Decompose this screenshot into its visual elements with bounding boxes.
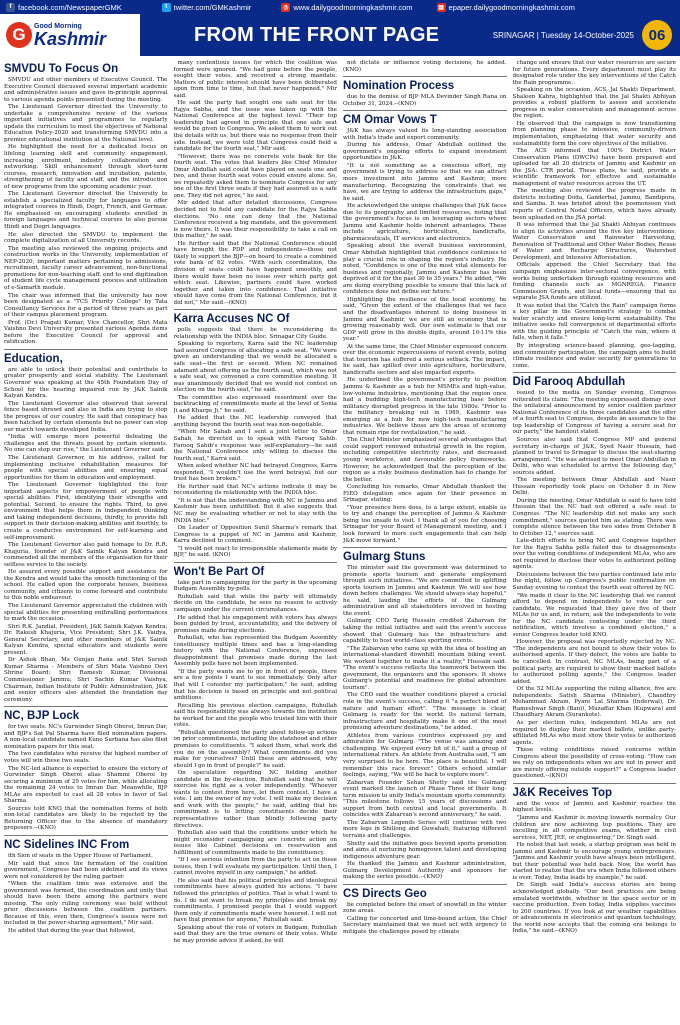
epaper-link[interactable] <box>437 3 575 12</box>
paragraph: He acknowledged the unique challenges that J&K faces due to its geography and limited resources, noting that the government's focus is on leveraging sectors where Jammu and Kashmir holds inherent advantages. These include agriculture, horticulture, handicrafts, pharmaceuticals, IT services and electronics. <box>343 203 507 242</box>
paragraph: Late-ditch efforts to bring NC and Congress together for the Rajya Sabha polls failed due to disagreements over the voting conditions of independent MLAs, who are not required to disclose their votes to authorized polling agents. <box>512 538 676 571</box>
logo-text <box>34 23 106 48</box>
article-columns <box>4 60 676 1020</box>
divider <box>174 562 338 563</box>
paragraph: SMVDU and other members of Executive Council. The Executive Council discussed several important academic and administrative issues and gave in-principle approval to various agenda points presented during the meeting. <box>4 77 168 103</box>
logo-big-text: Kashmir <box>34 28 107 49</box>
divider <box>343 547 507 548</box>
divider <box>174 309 338 310</box>
paragraph: He underlined the government's priority to position Jammu & Kashmir as a hub for MSMEs and high-value, low-volume industries, mentioning that the region once had a budding high-tech manufacturing base before militancy disrupted progress in the late 1980s. "Prior to the militancy breaking out in 1989, Kashmir was emerging as a hub for new high-tech manufacturing industries. We believe those are the areas of economy that remain ripe for revitalization," he said. <box>343 377 507 436</box>
paragraph: Officials apprised the Chief Secretary that the campaign emphasizes inter-sectoral convergence, with works being undertaken through existing resources and funding channels such as MGNREGA, Finance Commission Grants, and local funds—ensuring that no separate JSA funds are utilized. <box>512 262 676 302</box>
paragraph: Dr Ashok Bhan, Ms Gunjan Rana and Shri Suresh Kumar Sharma - Members of Shri Mata Vaishno Devi Shrine Board; Shri Ramesh Kumar, Divisional Commissioner Jammu; Shri Sachin Kumar Vaishya, Chairman, Indian Institute of Public Administration, J&K and senior officers also attended the foundation day ceremony. <box>4 657 168 703</box>
paragraph: Shri R.K. Jandial, President, J&K Sainik Kalyan Kendra; Dr. Rakesh Khajuria, Vice President; Shri J.K. Vaidya, General Secretary, and other members of J&K Sainik Kalyan Kendra, special educators and students were present. <box>4 623 168 656</box>
paragraph: "The Zabarvan who came up with the idea of hosting an international-standard downhill mountain biking event. We worked together to make it a reality," Hussain said. "The event's success reflects the teamwork between the government, the organizers and the sponsors. It shows Gulmarg's potential and readiness for global adventure tourism". <box>343 645 507 691</box>
facebook-link[interactable] <box>6 3 122 12</box>
paragraph: "Jammu and Kashmir is moving towards normalcy. Our children are now achieving top positions. They are excelling in all competitive exams, whether in civil services, NET, JEE, or engineering," Dr. Singh said. <box>512 814 676 841</box>
divider <box>513 372 677 373</box>
paragraph: Ruhullah also said that the conditions under which he might reconsider campaigning are concrete action on issues like Cabinet decisions on reservation and fulfillment of commitments made to the constituency. <box>173 830 337 856</box>
column-1 <box>4 60 168 1020</box>
paragraph: for two seats. NC's Gurwinder Singh Oberoi, Imran Dar, and BJP's Sat Pal Sharma have filed nomination papers. A non-local candidate named Kuno Surbana has also filed nomination papers for this seat. <box>4 724 168 750</box>
paragraph: However, the proposal was reportedly rejected by NC. "The independents are not bound to show their votes to authorised agents. If they defect, the votes are liable to be cancelled. In contrast, NC MLAs, being part of a political party, are required to show their marked ballots to authorized polling agents," the Congress leader added. <box>512 639 676 685</box>
epaper-url: epaper.dailygoodmorningkashmir.com <box>448 2 575 12</box>
paragraph: "I would not react to irresponsible statements made by BJP," he said. (KNO) <box>173 545 337 559</box>
paragraph: Discussions between the two parties continued late into the night, follow up Congress's public confirmation on Sunday evening to contest the fourth seat offered by NC. <box>512 571 676 592</box>
paragraph: The minister said the government was determined to promote sports tourism and generate employment through such initiatives. "We are committed to uplifting sports tourism in Jammu and Kashmir. We will see how down before challenges. We should always stay hopeful," he said, lauding the efforts of the Gulmarg administration and all stakeholders involved in hosting the event. <box>343 565 507 617</box>
divider <box>513 783 677 784</box>
paragraph: He added that during the year that followed, <box>8 927 136 934</box>
column-2 <box>174 60 338 1020</box>
paragraph: He observed that the campaign is now transitioning from planning phase to intensive, community-driven implementation, emphasizing that water security and sustainability form the core objectives of the initiative. <box>512 120 676 147</box>
twitter-url: twitter.com/GMKashmir <box>173 2 252 12</box>
headline-wont-be-part: Won't Be Part Of <box>173 565 265 578</box>
facebook-url: facebook.com/NewspaperGMK <box>18 2 122 12</box>
paragraph: "India will emerge more powerful defeating the challenges and the threats posed by certain elements. No one can stop our rise," the Lieutenant Governor said. <box>4 434 168 454</box>
paragraph: The meeting also reviewed the progress made in districts including Doda, Ganderbal, Jammu, Bandipora, and Samba. It was briefed about the posmonsoon visit reports of Central Nodal Officers, which have already been uploaded on the JSA portal. <box>512 188 676 221</box>
paragraph: Ruhullah said that while the party will ultimately decide on the candidate, he sees no reason to actively campaign under the current circumstances. <box>173 593 337 614</box>
paragraph: He said the party had sought one safe seat for the Rajya Sabha, and the issue was taken up with the National Conference at the highest level. "Their top leadership had agreed in principle that one safe seat would be given to Congress. We asked them to work out the details with us, but there was no response from their side. Instead, we were told that Congress could field a candidate for the fourth seat," Mir said. <box>173 100 337 153</box>
paragraph: As per election rules, independent MLAs are not required to display their marked ballots, unlike party-affiliated MLAs who must show their votes to authorized agents. <box>512 719 676 746</box>
paragraph: Recalling his previous election campaigns, Ruhullah said his responsibility was always towards the institution he worked for and the people who trusted him with their votes. <box>173 702 337 729</box>
paragraph: Sources also said that Congress MP and general secretary in-charge of J&K, Syed Nasir Hussain, had planned to travel to Srinagar to discuss the seat-sharing arrangement. "He was advised to meet Omar Abdullah in Delhi, who was scheduled to arrive the following day," sources added. <box>512 436 676 476</box>
divider <box>343 884 507 885</box>
headline-nc-bjp: NC, BJP Lock <box>4 710 80 723</box>
paragraph: not dictate or influence voting decisions, he added. (KNO) <box>343 60 507 73</box>
paragraph: He further said that the National Conference should have brought the PDP and independents—those not likely to support the BJP—on board to create a combined vote bank of 62 votes. "With such coordination, the division of seats could have happened smoothly, and there would have been no issue over which party got which seat. Likewise, partners could have worked together and taken into confidence. That initiative should have come from the National Conference, but it did not," Mir said.--(KNO) <box>173 240 337 306</box>
paragraph: When asked whether NC had betrayed Congress, Karra responded, "I wouldn't use the word betrayal, but our trust has been broken." <box>173 463 337 483</box>
paragraph: "It is not that the understanding with NC in Jammu and Kashmir has been unfulfilled. But it also suggests that NC may be evaluating whether or not to stay with the INDIA bloc." <box>173 497 337 524</box>
paragraph: Shetty said the initiative goes beyond sports promotion and aims at nurturing homegrown talent and developing indigenous adventure gear. <box>343 840 507 860</box>
epaper-icon: ▤ <box>438 4 444 11</box>
headline-karra: Karra Accuses NC Of <box>173 313 290 326</box>
headline-gulmarg: Gulmarg Stuns <box>343 551 426 564</box>
paragraph: Speaking on the occasion, ACS, Jal Shakti Department, Shaleen Kabra, highlighted that the Jal Shakti Abhiyan provides a robust platform to assess and accelerate progress in water conservation and management across the region. <box>512 87 676 120</box>
paragraph: He highlighted the need for a dedicated focus on lifelong learning skill and community engagement, increasing enrolment, industry collaboration and networking. Skill enhancement through short-term courses, research, innovation and incubation, patents, strengthening of faculty and staff, and the introduction of new programs from the upcoming academic year. <box>4 144 168 190</box>
logo-small-text: Good Morning <box>34 22 82 30</box>
paragraph: The chair was informed that the university has now been designated as a "TCS Priority College" by Tata Consultancy Services for a period of three years as part of their campus placement program. <box>4 292 168 319</box>
headline-nomination: Nomination Process <box>343 80 455 93</box>
paragraph: He also said that his political principles and ideological commitments have always guided his actions. "I have followed the principles of politics. That is what I want to do. I do not want to break my principles and break my commitments. I promised people that I would support them only if commitments made were honored. I will not have that promise for anyone," Ruhullah said. <box>173 877 337 924</box>
paragraph: Speaking about the role of voters in Budgam, Ruhullah said that they are the true owners of their votes. While he may provide advice if asked, he will <box>173 924 337 944</box>
paragraph: It was informed that the Jal Shakti Abhiyan continues to align its activities around the five key interventions: Water Conservation and Rainwater Harvesting, Renovation of Traditional and Other Water Bodies, Reuse of Water and Recharge Structures, Watershed Development, and Intensive Afforestation. <box>512 222 676 261</box>
website-link[interactable] <box>281 3 412 12</box>
paragraph: The Lieutenant Governor appreciated the children with special abilities for presenting enthralling performances to mark the occasion. <box>4 603 168 623</box>
paragraph: are able to unlock their potential and contribute to greater prosperity and social stability. The Lieutenant Governor was speaking at the 45th Foundation Day of School for the hearing impaired run by J&K Sainik Kalyan Kendra. <box>4 366 168 400</box>
headline-cm-omar: CM Omar Vows T <box>343 114 437 127</box>
paragraph: The CEO said the weather conditions played a crucial role in the event's success, calling it "a perfect blend of nature and human effort". "The message is clear, Gulmarg is ready for the world. Its natural terrain, infrastructure and hospitality make it one of the most promising adventure destinations," he added. <box>343 692 507 732</box>
paragraph: take part in campaigning for the party in the upcoming Budgam Assembly by-polls. <box>173 579 337 593</box>
paragraph: It was noted that the "Catch the Rain" campaign forms a key pillar in the Government's strategy to combat water scarcity and ensure long-term sustainability. The initiative seeks full convergence of departmental efforts with the guiding principle of "Catch the rain, where it falls, when it falls." <box>512 302 676 342</box>
paragraph: The NC-led alliance is expected to ensure the victory of Gurwinder Singh Oberoi alias Shammi Oberoi by securing a minimum of 29 votes for him, while allocating the remaining 24 votes to Imran Dar. Meanwhile, BJP MLAs are expected to cast all 28 votes in favor of Sat Sharma. <box>4 765 168 805</box>
paragraph: Of the 52 MLAs supporting the ruling alliance, five are independents: Satish Sharma (Minister), Chaudhry Mohammad Akram, Pyare Lal Sharma (Inderwal), Dr. Rameshwar Singh (Bani), Muzaffar Khan (Kupwara) and Chaudhary Akram (Surankote). <box>512 686 676 719</box>
paragraph: "If I see serious intention from the party to act on these issues, then I will evaluate my participation. Until then, I cannot involve myself in any campaign," he added. <box>173 857 337 877</box>
paragraph: "Ruhullah questioned the party about follow-up actions on prior commitments, including the statehood and other promises to constituents. "I asked them, what work did you do on the assembly? What commitments did you make for yourselves? Until these are addressed, why should I go in front of people?" he said. <box>173 729 337 769</box>
paragraph: due to the demise of BJP MLA Devinder Singh Rana on October 31, 2024.--(KNO) <box>343 94 507 107</box>
paragraph: By integrating science-based planning, geo-tagging, and community participation, the campaign aims to build climate resilience and water security for generations to come. <box>512 342 676 369</box>
paragraph: On Leader of Opposition Sunil Sharma's remark that Congress is a puppet of NC in Jammu and Kashmir, Karra declined to comment. <box>173 525 337 545</box>
paragraph: The Zabarvan Legends Series will continue with two more legs in Shillong and Guwahati, featuring different terrains and challenges. <box>343 819 507 839</box>
paragraph: be completed before the onset of snowfall in the winter zone areas. <box>343 901 507 915</box>
paragraph: During his address, Omar Abdullah outlined the government's ongoing efforts to expand investment opportunities in J&K. <box>343 142 507 162</box>
logo-g-icon: G <box>6 22 32 48</box>
paragraph: issued to the media on Sunday evening, Congress reiterated its claim: "The meeting expressed dismay over the unilateral announcement by senior coalition partner National Conference of its three candidates and the offer of a fourth seat to Congress, despite an assurance to the top leadership of Congress of having a secure seat for our party," the handout stated. <box>512 390 676 436</box>
paragraph: and the voice of Jammu and Kashmir reaches the highest levels. <box>512 800 676 814</box>
column-4 <box>513 60 677 1020</box>
paragraph: "When Mir Sahab and I sent a joint letter to Omar Sahab, he directed us to speak with Farooq Sahib. Farooq Sahib's response was self-explanatory—he said the National Conference only willing to discuss the fourth seat," Karra said. <box>173 429 337 462</box>
paragraph: "When the coalition time was extensive and the government was formed, the coordination and unity that should have been there among the partners were missing. The only ruling ceremony was held without prior discussions between the coalition partners. Because of this, even then, Congress's issues were not included in the power-sharing agreement," Mir said. <box>4 881 168 927</box>
divider <box>4 706 168 707</box>
paragraph: These voting conditions raised concerns within Congress about the possibility of cross-voting. "How can we rely on independents when we are not in power and are merely offering outside support?" a Congress leader questioned.--(KNO) <box>512 747 676 780</box>
twitter-icon: t <box>162 3 171 12</box>
paragraph: many contentious issues for which the coalition was formed were ignored. "We had gone before the people, sought their votes, and received a strong mandate. Matters of public interest should have been deliberated upon from time to time, but that never happened," Mir said. <box>173 60 337 99</box>
headline-education: Education, <box>4 352 63 365</box>
paragraph: He added that the NC leadership conveyed that anything beyond the fourth seat was non-negotiable. <box>173 415 337 428</box>
paragraph: The meeting between Omar Abdullah and Nasir Hussain reportedly took place on October 8 in New Delhi. <box>512 477 676 497</box>
paragraph: He added that his engagement with voters has always been guided by trust, accountability, and the delivery of promises made during elections. <box>173 614 337 634</box>
section-title: FROM THE FRONT PAGE <box>194 23 440 46</box>
paragraph: Concluding his remarks, Omar Abdullah thanked the FIEO delegation once again for their presence in Srinagar, stating: <box>343 484 507 504</box>
divider <box>343 110 507 111</box>
paragraph: Zabarvan Founder Sehan Shetty said the Gulmarg event marked the launch of Phase Three of their long-term mission to unify India's mountain sports community. "This milestone follows 15 years of discussions and support from both central and local governments. It coincides with Zabarvan's second anniversary," he said. <box>343 779 507 819</box>
masthead <box>0 14 680 56</box>
paragraph: Dr. Singh said India's success stories are being acknowledged globally. "Our best practices are being emulated worldwide, whether in the space sector or in vaccine production. Even today, India supplies vaccines to 200 countries. If you look at our weather capabilities or advancements in electronics and quantum technology, the world now accepts that the coming era belongs to India," he said.--(KNO) <box>512 882 676 935</box>
paragraph: On speculation regarding NC fielding another candidate in the by-election, Ruhullah said that he will exercise his right as a voter independently. "Whoever wants to contest from here, let them contest. I have a vote. I am the owner of my vote. I will make my decision and work with the people," he said, adding that his commitment is to letting constituents decide their representatives rather than blindly following party directives. <box>173 770 337 829</box>
paragraph: Prof. (Dr.) Pragati Kumar, Vice Chancellor, Shri Mata Vaishno Devi University presented various Agenda items before the Executive Council for approval and ratification. <box>4 319 168 346</box>
paragraph: change and ensure that our water resources are secure for future generations. Every department must play its designated role under the key interventions of the Catch the Rain programme. <box>512 60 676 86</box>
paragraph: Speaking to reporters, Karra said the NC leadership had assured Congress of allocating a safe seat. "We were given an understanding that we would be allocated a safe seat—the first or second. When NC remained adamant about offering us the fourth seat, which was not a safe seat, we convened a core committee meeting. It was unanimously decided that we would not contest on election on the fourth seat," he said. <box>173 341 337 394</box>
facebook-icon: f <box>6 3 15 12</box>
paragraph: He noted that last week, a startup program was held in Jammu and Kashmir to encourage young entrepreneurs. "Jammu and Kashmir youth have always been intelligent, but their potential was held back. Now, the world has started to realize that the era when India followed others is over. Today, India leads by example," he said. <box>512 842 676 881</box>
paragraph: Ruhullah, who has represented the Budgam Assembly constituency multiple times and has a long-standing history with the National Conference, expressed disappointment that promises made during the last Assembly polls have not been implemented. <box>173 635 337 668</box>
paragraph: He assured every possible support and assistance for the Kendra and would take the smooth functioning of the school. He called upon the corporate houses, business community, and citizens to come forward and contribute to this noble endeavour. <box>4 569 168 602</box>
newspaper-logo <box>0 14 140 56</box>
paragraph: Athletes from various countries expressed joy and admiration for Gulmarg. "The venue was amazing and challenging. We enjoyed every bit of it," said a group of international riders. An athlete from Australia said, "I am very surprised to be here. The place is beautiful. I will remember this race forever." Others echoed similar feelings, saying, "We will be back to explore more". <box>343 732 507 779</box>
paragraph: The meeting also reviewed the ongoing projects and construction works in the University, implementation of NEP-2020, important matters pertaining to admissions, recruitment, faculty career advancement, non-functional promotions for non-teaching staff, end to end digitization of student life cycle management process and utilization of e-Samarth module. <box>4 245 168 291</box>
paragraph: "We made it clear to the NC leadership that we cannot afford to depend on independents to vote for our candidate. We requested that they gave five of their MLAs for us and, in return, ask the independents to vote for the NC candidate contesting under the third notification, which involves a combined election," a senior Congress leader told KNO. <box>512 592 676 638</box>
paragraph: The Lieutenant Governor also observed that several fence based shrewd and also in India are trying to stop the progress of our country. He said that conspiracy has been hatched by certain elements but no power can stop our march towards developed India. <box>4 400 168 433</box>
top-social-bar <box>0 0 680 14</box>
paragraph: Sources told KNO that the nomination forms of both non-local candidates are likely to be rejected by the Returning Officer due to the absence of mandatory proposers.--(KNO) <box>4 805 168 832</box>
paragraph: The Lieutenant Governor highlighted the four important aspects for empowerment of people with special abilities. First, identifying their strengths and potential. Second, to ensure the rights. Third, to give environment that helps them in independent thinking and taking independent decisions, thirdly, to provide full support in their decision-making abilities and fourthly, to create a conducive environment for self-learning and self-improvement. <box>4 482 168 541</box>
paragraph: Highlighting the resilience of the local economy, he said, "Given the extent of the challenges that we face and the disadvantages inherent to doing business in Jammu and Kashmir, we are still an economy that is growing reasonably well. Our own estimate is that our GDP will grow in the double digits, around 10-11% this year." <box>343 296 507 343</box>
paragraph: The Chief Minister emphasized several advantages that could support renewed industrial growth in the region, including competitive electricity rates, and decreased young workforce, and favourable policy frameworks. However, he acknowledged that the perception of the region as a risky business destination has to change for the better. <box>343 437 507 483</box>
paragraph: The Lieutenant Governor also paid homage to Dr. R.R. Khajuria, founder of J&K Sainik Kalyan Kendra and commended all the members of the organisation for their selfless service to the society. <box>4 542 168 568</box>
section-header-bar <box>140 14 680 56</box>
paragraph: The Lieutenant Governor directed the University to undertake a comprehensive review of the various important initiatives and programmes to regularly update the curriculum to meet the objectives of National Education Policy-2020 and transforming SMVDU into a premier educational institution at the National level. <box>4 104 168 143</box>
paragraph: He further said that NC's actions indicate it may be reconsidering its relationship with the INDIA bloc. <box>173 483 337 497</box>
paragraph: Mir said that since the formation of the coalition government, Congress had been sidelined and its views were not considered by the ruling partner. <box>4 860 168 880</box>
paragraph: Gulmarg CEO Tariq Hussain credited Zabarvan for taking the initial initiative and said the event's success showed that Gulmarg has the infrastructure and capability to host world-class sporting events. <box>343 618 507 645</box>
page-number: 06 <box>642 20 672 50</box>
headline-smvdu: SMVDU To Focus On <box>4 63 119 75</box>
twitter-link[interactable] <box>162 3 252 12</box>
paragraph: During the meeting, Omar Abdullah is said to have told Hussain that the NC had not offered a safe seat to Congress. "The NC leadership did not make any such commitment," sources quoted him as stating. There was complete silence between the two sides from October 8 to October 12," sources said. <box>512 497 676 537</box>
divider <box>4 349 168 350</box>
paragraph: polls suggests that there be reconsidering its relationship with the INDIA bloc. Srinagar City Guide. <box>173 327 337 340</box>
paragraph: The Lieutenant Governor directed the University to establish a specialized faculty for languages to offer integrated courses in Hindi, Dogri, French, and German. He emphasised on encouraging students enrolled in foreign languages and technical courses to also pursue Hindi and Dogri languages. <box>4 191 168 231</box>
website-url: www.dailygoodmorningkashmir.com <box>293 2 413 12</box>
paragraph: "Your presence here does, to a large extent, enable us to try and change the perception of Jammu & Kashmir being too unsafe to visit. I thank all of you for choosing Srinagar for your Board of Management meeting, and I look forward to more such engagements that can help J&K move forward." <box>343 504 507 544</box>
headline-nc-sidelines: NC Sidelines INC From <box>4 838 130 851</box>
globe-icon: ◎ <box>283 4 289 11</box>
paragraph: The two candidates who receive the highest number of votes will win these two seats. <box>4 751 168 764</box>
divider <box>4 835 168 836</box>
paragraph: Speaking about the overall business environment, Omar Abdullah highlighted that confidence continues to play a crucial role in shaping the region's industry. He noted, "Confidence is one of the most vital elements for business and regionally, Jammu and Kashmir has been deprived of it for the past 30 to 35 years." He added, "We are doing everything possible to ensure that this lack of confidence does not define our future." <box>343 243 507 296</box>
dateline: SRINAGAR | Tuesday 14-October-2025 <box>492 30 634 40</box>
paragraph: Mir added that after detailed discussions, Congress decided not to field any candidate for the Rajya Sabha elections. "No one can deny that the National Conference received a big mandate, and the government is now theirs. It was their responsibility to take a call on this matter," he said. <box>173 200 337 240</box>
paragraph: He also directed the SMVDU to implement the complete digitalization of all University records. <box>4 231 168 245</box>
paragraph: At the same time, the Chief Minister expressed concern over the economic repercussions of recent events, noting that tourism has suffered a serious setback. The impact, he said, has spilled over into agriculture, horticulture, handicrafts sectors and also impacted exports. <box>343 343 507 376</box>
paragraph: The committee also expressed resentment over the backtracking of commitments made at the level of Sonia Ji and Kharge Ji," he said. <box>173 394 337 414</box>
headline-jk-receives: J&K Receives Top <box>512 786 612 799</box>
paragraph: "However, there was no concrete vote bank for the fourth seat. The votes that leaders like Chief Minister Omar Abdullah said could have played on seats one and two, and these fourth seat votes could ensure alone. So, we repeatedly asked them to nominate Congress for any one of the first three seats if they had assured us a safe one. They did not agree," he said. <box>173 153 337 199</box>
paragraph: He thanked the Jammu and Kashmir administration, Gulmarg Development Authority and sponsors for making the series possible.--(KNO) <box>343 861 507 881</box>
paragraph: The Lieutenant Governor, in his address, called for implementing inclusive rehabilitation measures for people with special abilities and ensuring equal opportunities for them in education and employment. <box>4 454 168 481</box>
headline-did-farooq: Did Farooq Abdullah <box>512 376 626 389</box>
paragraph: ith Sion of seats in the Upper House of Parliament. <box>8 852 153 859</box>
paragraph: Calling for concerted and time-bound action, the Chief Secretary maintained that we must act with urgency to mitigate the challenges posed by climate <box>343 915 507 935</box>
paragraph: "It is not something as a conscious effort, my government is trying to address so that we can attract more investment into Jammu and Kashmir, more manufacturing. Recognizing the constraints that we have, we are trying to address the infrastructure gaps," he said. <box>343 162 507 202</box>
column-3 <box>343 60 507 1020</box>
divider <box>343 76 507 77</box>
paragraph: J&K has always valued its long-standing association with India's trade and export community. <box>343 128 507 141</box>
headline-cs-directs: CS Directs Geo <box>343 887 427 900</box>
paragraph: The ACS informed that 100% District Water Conservation Plans (DWCPs) have been prepared and uploaded for all 20 districts of Jammu and Kashmir on the JSA: CTR portal. These plans, he said, provide a scientific framework for effective and sustainable management of water resources across the UT. <box>512 148 676 187</box>
paragraph: "If the party wants me to go in front of people, there are a few points I want to see immediately. Only after that will I consider my participation," he said, adding that his decision is based on principle and not political ambitions. <box>173 668 337 702</box>
